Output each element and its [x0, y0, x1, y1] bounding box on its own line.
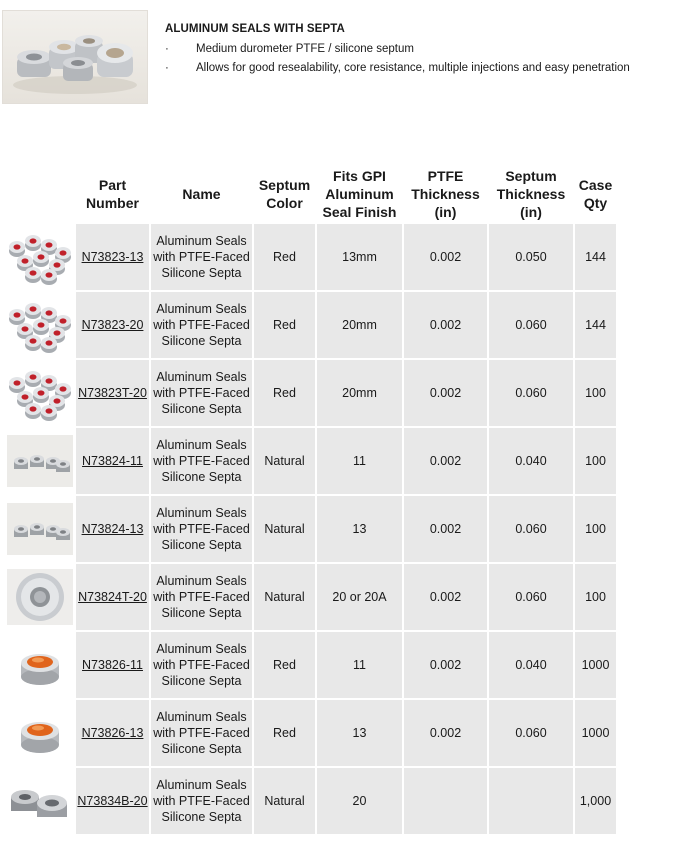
- thumbnail-cell: [6, 700, 74, 766]
- ptfe-thickness-cell: 0.002: [404, 564, 487, 630]
- name-cell: Aluminum Seals with PTFE-Faced Silicone Septa: [151, 564, 252, 630]
- part-number-cell: [76, 496, 149, 562]
- case-qty-cell: 144: [575, 224, 616, 290]
- orange-septum-seal-icon: [7, 703, 73, 763]
- gray-septum-seals-icon: [7, 771, 73, 831]
- header-septum-thickness: Septum Thickness (in): [496, 168, 566, 220]
- case-qty-cell: 1,000: [575, 768, 616, 834]
- ptfe-thickness-cell: 0.002: [404, 428, 487, 494]
- table-row: [6, 700, 616, 766]
- header-name: Name: [182, 186, 221, 202]
- case-qty-cell: 144: [575, 292, 616, 358]
- header-image: [6, 166, 74, 222]
- septum-thickness-cell: 0.040: [489, 632, 573, 698]
- header-fits-gpi: Fits GPI Aluminum Seal Finish: [322, 168, 397, 220]
- septum-color-cell: Natural: [254, 496, 315, 562]
- thumbnail-cell: [6, 428, 74, 494]
- header-part-number: Part Number: [86, 177, 139, 211]
- fits-gpi-cell: 13mm: [317, 224, 402, 290]
- ptfe-thickness-cell: 0.002: [404, 360, 487, 426]
- septum-thickness-cell: 0.060: [489, 496, 573, 562]
- part-number-link[interactable]: N73834B-20: [77, 794, 148, 808]
- table-row: [6, 360, 616, 426]
- ptfe-thickness-cell: 0.002: [404, 496, 487, 562]
- thumbnail-cell: [6, 292, 74, 358]
- case-qty-cell: 1000: [575, 632, 616, 698]
- part-number-cell: [76, 360, 149, 426]
- part-number-cell: [76, 224, 149, 290]
- fits-gpi-cell: 20mm: [317, 292, 402, 358]
- septum-color-cell: Natural: [254, 428, 315, 494]
- part-number-link[interactable]: N73824-13: [81, 522, 144, 536]
- ptfe-thickness-cell: 0.002: [404, 224, 487, 290]
- septum-color-cell: Red: [254, 632, 315, 698]
- septum-color-cell: Red: [254, 224, 315, 290]
- feature-text: Medium durometer PTFE / silicone septum: [196, 43, 414, 55]
- aluminum-seals-photo-icon: [3, 11, 147, 103]
- name-cell: Aluminum Seals with PTFE-Faced Silicone Septa: [151, 360, 252, 426]
- part-number-cell: [76, 700, 149, 766]
- bullet-marker: ·: [165, 43, 169, 55]
- bullet-marker: ·: [165, 62, 169, 74]
- part-number-link[interactable]: N73823-20: [81, 318, 144, 332]
- septum-thickness-cell: 0.060: [489, 700, 573, 766]
- feature-list: [165, 41, 630, 79]
- thumbnail-cell: [6, 768, 74, 834]
- name-cell: Aluminum Seals with PTFE-Faced Silicone Septa: [151, 768, 252, 834]
- fits-gpi-cell: 13: [317, 700, 402, 766]
- part-number-cell: [76, 292, 149, 358]
- ptfe-thickness-cell: 0.002: [404, 700, 487, 766]
- case-qty-cell: 1000: [575, 700, 616, 766]
- part-number-link[interactable]: N73826-13: [81, 726, 144, 740]
- feature-item: [165, 41, 630, 60]
- ptfe-thickness-cell: [404, 768, 487, 834]
- part-number-link[interactable]: N73824-11: [82, 454, 143, 468]
- header-case-qty: Case Qty: [578, 177, 613, 211]
- red-septa-seals-pile-icon: [7, 227, 73, 287]
- thumbnail-cell: [6, 360, 74, 426]
- fits-gpi-cell: 20: [317, 768, 402, 834]
- fits-gpi-cell: 20mm: [317, 360, 402, 426]
- septum-color-cell: Red: [254, 292, 315, 358]
- orange-septum-seal-icon: [7, 635, 73, 695]
- fits-gpi-cell: 13: [317, 496, 402, 562]
- thumbnail-cell: [6, 496, 74, 562]
- feature-item: [165, 60, 630, 79]
- fits-gpi-cell: 11: [317, 632, 402, 698]
- case-qty-cell: 100: [575, 564, 616, 630]
- name-cell: Aluminum Seals with PTFE-Faced Silicone Septa: [151, 496, 252, 562]
- name-cell: Aluminum Seals with PTFE-Faced Silicone Septa: [151, 700, 252, 766]
- name-cell: Aluminum Seals with PTFE-Faced Silicone Septa: [151, 428, 252, 494]
- septum-color-cell: Natural: [254, 768, 315, 834]
- header-septum-color: Septum Color: [258, 177, 311, 211]
- septum-color-cell: Red: [254, 700, 315, 766]
- part-number-cell: [76, 564, 149, 630]
- product-title: ALUMINUM SEALS WITH SEPTA: [165, 23, 345, 35]
- natural-septa-seals-row-icon: [7, 499, 73, 559]
- septum-thickness-cell: 0.040: [489, 428, 573, 494]
- septum-thickness-cell: 0.060: [489, 292, 573, 358]
- fits-gpi-cell: 20 or 20A: [317, 564, 402, 630]
- name-cell: Aluminum Seals with PTFE-Faced Silicone Septa: [151, 224, 252, 290]
- natural-septa-seals-row-icon: [7, 431, 73, 491]
- case-qty-cell: 100: [575, 428, 616, 494]
- ptfe-thickness-cell: 0.002: [404, 292, 487, 358]
- table-row: [6, 768, 616, 834]
- part-number-cell: [76, 632, 149, 698]
- red-septa-seals-pile-icon: [7, 295, 73, 355]
- table-row: [6, 632, 616, 698]
- case-qty-cell: 100: [575, 360, 616, 426]
- table-row: [6, 428, 616, 494]
- product-hero-image: [2, 10, 148, 104]
- part-number-link[interactable]: N73823T-20: [78, 386, 147, 400]
- thumbnail-cell: [6, 224, 74, 290]
- name-cell: Aluminum Seals with PTFE-Faced Silicone Septa: [151, 632, 252, 698]
- fits-gpi-cell: 11: [317, 428, 402, 494]
- red-septa-seals-pile-icon: [7, 363, 73, 423]
- part-number-link[interactable]: N73824T-20: [78, 590, 147, 604]
- part-number-cell: [76, 428, 149, 494]
- feature-text: Allows for good resealability, core resistance, multiple injections and easy penetration: [196, 62, 630, 74]
- single-seal-topview-icon: [7, 567, 73, 627]
- septum-thickness-cell: [489, 768, 573, 834]
- table-row: [6, 292, 616, 358]
- header-ptfe-thickness: PTFE Thickness (in): [411, 168, 480, 220]
- table-header-row: [6, 166, 616, 222]
- table-row: [6, 224, 616, 290]
- thumbnail-cell: [6, 632, 74, 698]
- septum-color-cell: Red: [254, 360, 315, 426]
- ptfe-thickness-cell: 0.002: [404, 632, 487, 698]
- product-table: [4, 164, 618, 836]
- septum-thickness-cell: 0.050: [489, 224, 573, 290]
- part-number-link[interactable]: N73826-11: [82, 658, 143, 672]
- septum-thickness-cell: 0.060: [489, 360, 573, 426]
- table-row: [6, 496, 616, 562]
- name-cell: Aluminum Seals with PTFE-Faced Silicone Septa: [151, 292, 252, 358]
- part-number-link[interactable]: N73823-13: [81, 250, 144, 264]
- case-qty-cell: 100: [575, 496, 616, 562]
- part-number-cell: [76, 768, 149, 834]
- septum-color-cell: Natural: [254, 564, 315, 630]
- table-row: [6, 564, 616, 630]
- septum-thickness-cell: 0.060: [489, 564, 573, 630]
- thumbnail-cell: [6, 564, 74, 630]
